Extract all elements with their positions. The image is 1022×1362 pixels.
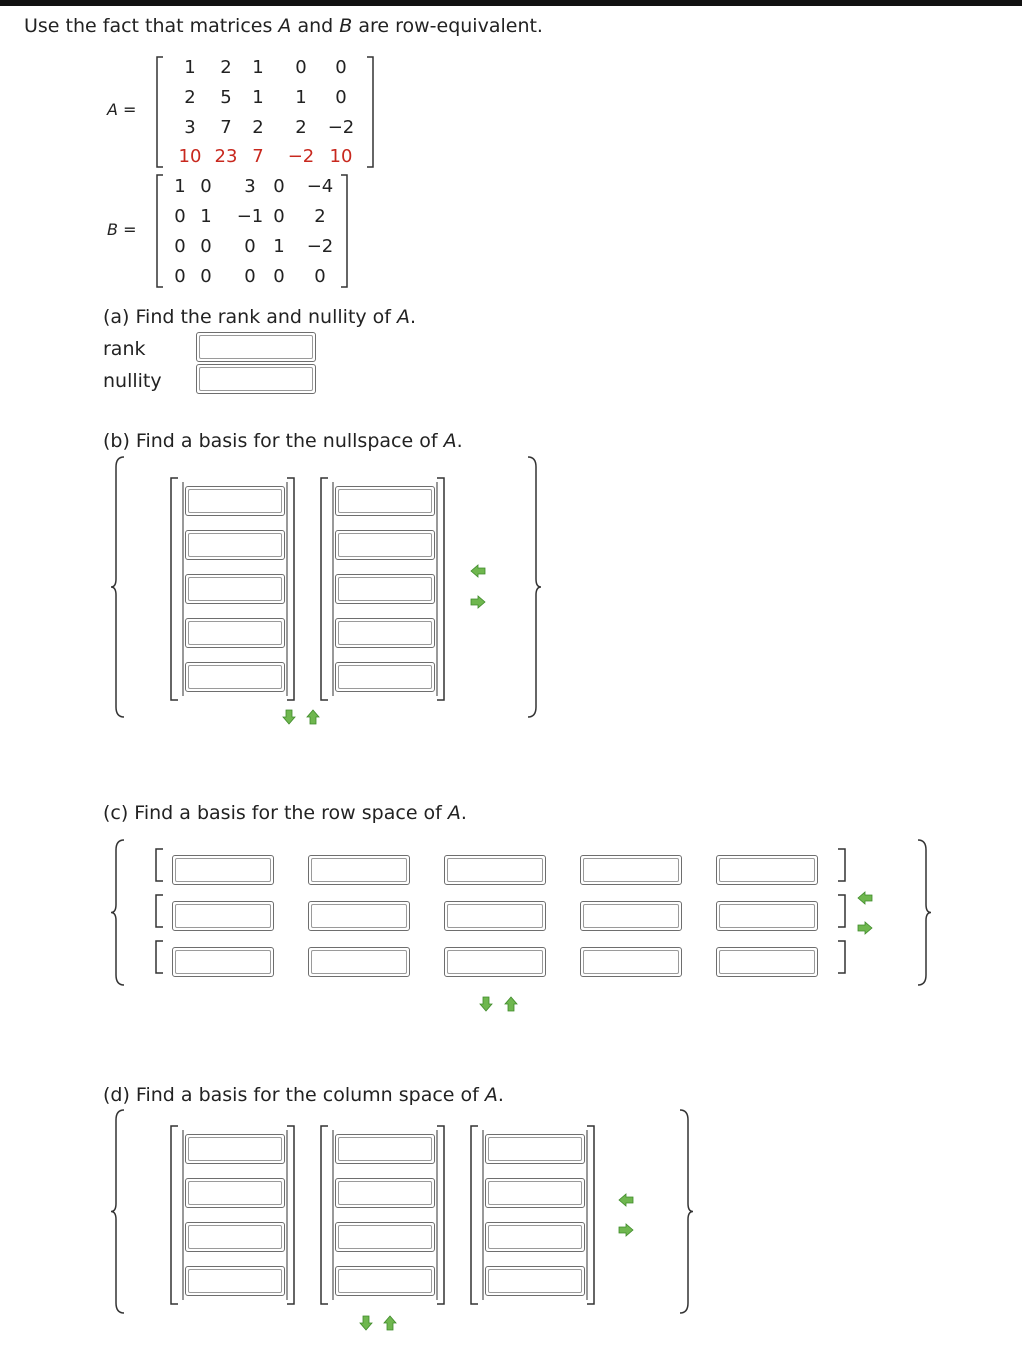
column-space-entry-input[interactable] (188, 1137, 282, 1161)
row-space-entry-input[interactable] (583, 858, 679, 882)
matrix-a-cell: 0 (335, 87, 347, 108)
part-a-prompt: (a) Find the rank and nullity of A. (103, 306, 417, 328)
matrix-b-cell: −1 (236, 206, 264, 227)
row-space-entry-input[interactable] (447, 904, 543, 928)
row-space-entry-input[interactable] (447, 858, 543, 882)
row-space-vector-bracket-right (836, 893, 850, 929)
matrix-a-cell: 1 (184, 57, 196, 78)
row-space-entry-input[interactable] (583, 904, 679, 928)
matrix-a-label: A = (107, 100, 137, 119)
matrix-b-cell: 0 (174, 206, 186, 227)
column-space-entry-input-box (185, 1266, 285, 1296)
nullity-label: nullity (103, 370, 162, 392)
matrix-b-cell: 0 (314, 266, 326, 287)
row-space-entry-input[interactable] (719, 858, 815, 882)
row-space-entry-input[interactable] (719, 950, 815, 974)
matrix-b-cell: 2 (314, 206, 326, 227)
top-border (0, 0, 1022, 6)
matrix-b-cell: 3 (244, 176, 256, 197)
row-space-entry-input[interactable] (175, 950, 271, 974)
matrix-b-cell: 0 (244, 266, 256, 287)
nullspace-entry-input[interactable] (338, 621, 432, 645)
nullspace-add-vector-arrow-left-icon[interactable] (470, 563, 486, 579)
nullspace-entry-input-box (185, 618, 285, 648)
column-space-entry-input[interactable] (338, 1269, 432, 1293)
nullspace-entry-input[interactable] (188, 665, 282, 689)
matrix-b-cell: 0 (200, 236, 212, 257)
row-space-remove-vector-arrow-right-icon[interactable] (857, 920, 873, 936)
matrix-a-cell: 2 (220, 57, 232, 78)
matrix-b-cell: 0 (273, 266, 285, 287)
matrix-b-cell: −2 (306, 236, 334, 257)
nullspace-entry-input[interactable] (338, 577, 432, 601)
nullity-input[interactable] (199, 367, 313, 391)
row-space-entry-input[interactable] (311, 904, 407, 928)
row-space-entry-input-box (308, 947, 410, 977)
row-space-remove-row-arrow-up-icon[interactable] (503, 996, 519, 1012)
row-space-entry-input-box (308, 901, 410, 931)
row-space-entry-input[interactable] (175, 904, 271, 928)
column-space-remove-vector-arrow-right-icon[interactable] (618, 1222, 634, 1238)
nullspace-entry-input-box (335, 662, 435, 692)
row-space-entry-input-box (716, 947, 818, 977)
matrix-a-cell: 7 (252, 146, 264, 167)
matrix-a-cell: −2 (327, 117, 355, 138)
matrix-b-cell: 0 (174, 266, 186, 287)
matrix-b-cell: 1 (200, 206, 212, 227)
column-space-add-vector-arrow-left-icon[interactable] (618, 1192, 634, 1208)
column-space-entry-input[interactable] (488, 1225, 582, 1249)
matrix-b-cell: 1 (273, 236, 285, 257)
part-b-prompt: (b) Find a basis for the nullspace of A. (103, 430, 463, 452)
matrix-a-cell: 23 (214, 146, 238, 167)
column-space-entry-input[interactable] (188, 1181, 282, 1205)
matrix-a-cell: 2 (295, 117, 307, 138)
row-space-entry-input-box (172, 855, 274, 885)
matrix-b-label: B = (107, 220, 137, 239)
matrix-b-cell: 0 (273, 176, 285, 197)
matrix-b-cell: 0 (244, 236, 256, 257)
row-space-entry-input[interactable] (447, 950, 543, 974)
row-space-entry-input-box (444, 947, 546, 977)
nullspace-entry-input-box (185, 530, 285, 560)
nullspace-entry-input[interactable] (338, 533, 432, 557)
column-space-entry-input-box (485, 1178, 585, 1208)
column-space-entry-input[interactable] (188, 1225, 282, 1249)
column-space-entry-input-box (335, 1266, 435, 1296)
column-space-brace-right (678, 1108, 696, 1315)
matrix-a-cell: 0 (295, 57, 307, 78)
column-space-entry-input-box (485, 1266, 585, 1296)
matrix-a-cell: 0 (335, 57, 347, 78)
nullspace-add-row-arrow-down-icon[interactable] (281, 709, 297, 725)
column-space-entry-input-box (185, 1134, 285, 1164)
column-space-entry-input[interactable] (188, 1269, 282, 1293)
row-space-entry-input[interactable] (311, 950, 407, 974)
column-space-entry-input[interactable] (338, 1225, 432, 1249)
row-space-vector-bracket-left (154, 893, 168, 929)
row-space-entry-input[interactable] (311, 858, 407, 882)
matrix-b-cell: 0 (200, 176, 212, 197)
nullspace-entry-input-box (185, 574, 285, 604)
nullspace-entry-input-box (335, 574, 435, 604)
row-space-entry-input-box (580, 855, 682, 885)
column-space-entry-input-box (185, 1222, 285, 1252)
nullspace-entry-input[interactable] (188, 577, 282, 601)
matrix-a-cell: 7 (220, 117, 232, 138)
nullspace-entry-input-box (335, 486, 435, 516)
column-space-entry-input[interactable] (488, 1137, 582, 1161)
matrix-a-cell: 2 (252, 117, 264, 138)
row-space-brace-left (110, 838, 128, 987)
rank-input-box (196, 332, 316, 362)
nullspace-entry-input[interactable] (338, 665, 432, 689)
matrix-a-cell: 1 (252, 87, 264, 108)
matrix-a-cell: 5 (220, 87, 232, 108)
nullspace-remove-vector-arrow-right-icon[interactable] (470, 594, 486, 610)
column-space-entry-input[interactable] (488, 1269, 582, 1293)
row-space-entry-input-box (444, 901, 546, 931)
nullspace-entry-input[interactable] (188, 489, 282, 513)
nullspace-entry-input-box (335, 530, 435, 560)
rank-label: rank (103, 338, 146, 360)
row-space-entry-input-box (580, 947, 682, 977)
nullspace-entry-input-box (185, 486, 285, 516)
column-space-brace-left (110, 1108, 128, 1315)
matrix-a-cell: 3 (184, 117, 196, 138)
matrix-b-cell: 0 (200, 266, 212, 287)
nullspace-brace-right (526, 455, 544, 719)
matrix-b-cell: 0 (174, 236, 186, 257)
row-space-entry-input-box (716, 855, 818, 885)
matrix-a-cell: 10 (178, 146, 202, 167)
row-space-add-vector-arrow-left-icon[interactable] (857, 890, 873, 906)
column-space-entry-input-box (335, 1178, 435, 1208)
nullspace-entry-input-box (335, 618, 435, 648)
matrix-b-cell: −4 (306, 176, 334, 197)
matrix-b-cell: 0 (273, 206, 285, 227)
row-space-entry-input[interactable] (719, 904, 815, 928)
nullspace-brace-left (110, 455, 128, 719)
matrix-a-cell: 1 (252, 57, 264, 78)
row-space-brace-right (916, 838, 934, 987)
nullspace-entry-input[interactable] (188, 621, 282, 645)
column-space-entry-input-box (485, 1134, 585, 1164)
nullspace-remove-row-arrow-up-icon[interactable] (305, 709, 321, 725)
column-space-entry-input-box (185, 1178, 285, 1208)
nullspace-entry-input[interactable] (188, 533, 282, 557)
row-space-entry-input[interactable] (175, 858, 271, 882)
column-space-add-row-arrow-down-icon[interactable] (358, 1315, 374, 1331)
row-space-vector-bracket-left (154, 939, 168, 975)
problem-intro: Use the fact that matrices A and B are row-equivalent. (24, 15, 543, 37)
nullspace-entry-input-box (185, 662, 285, 692)
row-space-entry-input-box (172, 901, 274, 931)
column-space-entry-input[interactable] (338, 1137, 432, 1161)
column-space-entry-input-box (485, 1222, 585, 1252)
column-space-entry-input[interactable] (338, 1181, 432, 1205)
row-space-entry-input-box (716, 901, 818, 931)
row-space-vector-bracket-right (836, 847, 850, 883)
row-space-entry-input[interactable] (583, 950, 679, 974)
column-space-entry-input-box (335, 1222, 435, 1252)
column-space-entry-input[interactable] (488, 1181, 582, 1205)
row-space-entry-input-box (172, 947, 274, 977)
nullspace-entry-input[interactable] (338, 489, 432, 513)
part-d-prompt: (d) Find a basis for the column space of A. (103, 1084, 504, 1106)
part-c-prompt: (c) Find a basis for the row space of A. (103, 802, 467, 824)
matrix-b-cell: 1 (174, 176, 186, 197)
row-space-entry-input-box (580, 901, 682, 931)
matrix-a-cell: 10 (329, 146, 353, 167)
row-space-add-row-arrow-down-icon[interactable] (478, 996, 494, 1012)
matrix-a-cell: −2 (287, 146, 315, 167)
matrix-a-cell: 1 (295, 87, 307, 108)
row-space-vector-bracket-right (836, 939, 850, 975)
row-space-entry-input-box (308, 855, 410, 885)
column-space-remove-row-arrow-up-icon[interactable] (382, 1315, 398, 1331)
nullity-input-box (196, 364, 316, 394)
column-space-entry-input-box (335, 1134, 435, 1164)
row-space-vector-bracket-left (154, 847, 168, 883)
row-space-entry-input-box (444, 855, 546, 885)
matrix-a-cell: 2 (184, 87, 196, 108)
rank-input[interactable] (199, 335, 313, 359)
